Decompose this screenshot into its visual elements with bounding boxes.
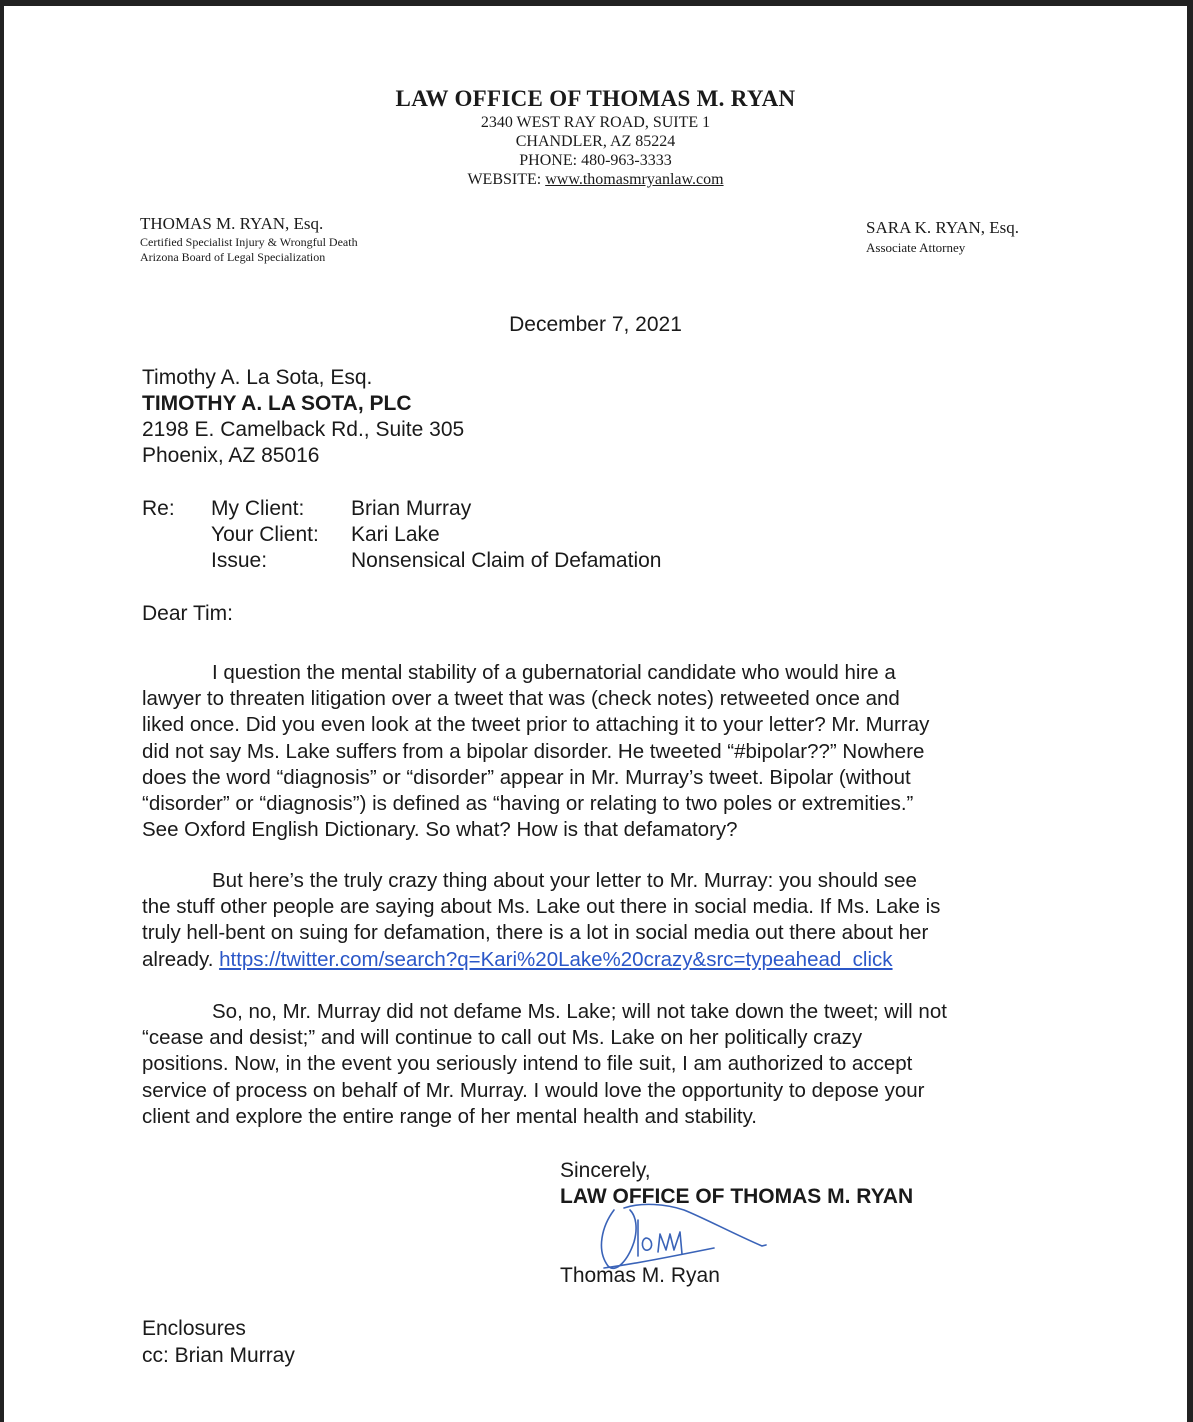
paragraph-line: service of process on behalf of Mr. Murray. I would love the opportunity to depose your xyxy=(142,1078,925,1102)
re-value: Nonsensical Claim of Defamation xyxy=(351,549,662,572)
paragraph-line: did not say Ms. Lake suffers from a bipolar disorder. He tweeted “#bipolar??” Nowhere xyxy=(142,739,925,763)
website-link[interactable]: www.thomasmryanlaw.com xyxy=(545,171,724,188)
re-key: My Client: xyxy=(211,497,305,520)
paragraph-line: “cease and desist;” and will continue to call out Ms. Lake on her politically crazy xyxy=(142,1026,863,1050)
attorney-right-name: SARA K. RYAN, Esq. xyxy=(866,218,1020,237)
salutation: Dear Tim: xyxy=(142,602,234,625)
letterhead-website xyxy=(4,170,1187,189)
paragraph-line: truly hell-bent on suing for defamation, there is a lot in social media out there about her xyxy=(142,921,929,945)
attorney-left-cert: Certified Specialist Injury & Wrongful Death xyxy=(140,235,358,249)
re-value: Brian Murray xyxy=(351,497,472,520)
letter-page xyxy=(4,6,1187,1422)
paragraph-line: I question the mental stability of a gubernatorial candidate who would hire a xyxy=(212,661,896,684)
cc-line: cc: Brian Murray xyxy=(142,1344,295,1367)
letterhead-address-line2: CHANDLER, AZ 85224 xyxy=(515,133,676,150)
enclosures-label: Enclosures xyxy=(142,1317,246,1340)
attorney-right-title: Associate Attorney xyxy=(866,240,966,255)
body-paragraph-1 xyxy=(142,660,929,843)
valediction: Sincerely, xyxy=(560,1159,651,1182)
paragraph-text: already. xyxy=(142,947,220,971)
enclosures-block xyxy=(142,1315,295,1369)
paragraph-line: liked once. Did you even look at the tweet prior to attaching it to your letter? Mr. Murray xyxy=(142,713,930,737)
re-key: Your Client: xyxy=(211,523,319,546)
addressee-block xyxy=(142,365,464,469)
letterhead-address-line1: 2340 WEST RAY ROAD, SUITE 1 xyxy=(480,114,711,131)
website-label: WEBSITE: xyxy=(467,171,546,188)
signer-name: Thomas M. Ryan xyxy=(560,1264,720,1287)
paragraph-line: But here’s the truly crazy thing about your letter to Mr. Murray: you should see xyxy=(212,869,917,892)
addressee-name: Timothy A. La Sota, Esq. xyxy=(142,366,373,389)
re-label: Re: xyxy=(142,497,175,520)
paragraph-line: “disorder” or “diagnosis”) is defined as “having or relating to two poles or extremities.” xyxy=(142,792,914,816)
paragraph-line-last xyxy=(142,947,940,973)
addressee-firm: TIMOTHY A. LA SOTA, PLC xyxy=(142,392,412,415)
attorney-left xyxy=(140,213,358,265)
addressee-city: Phoenix, AZ 85016 xyxy=(142,444,320,467)
re-value: Kari Lake xyxy=(351,523,440,546)
paragraph-line: does the word “diagnosis” or “disorder” appear in Mr. Murray’s tweet. Bipolar (without xyxy=(142,765,911,789)
attorney-left-name: THOMAS M. RYAN, Esq. xyxy=(140,214,324,233)
re-keys xyxy=(211,496,319,574)
body-paragraph-3 xyxy=(142,999,947,1130)
letterhead-firm-name: LAW OFFICE OF THOMAS M. RYAN xyxy=(395,86,796,111)
paragraph-line: positions. Now, in the event you seriously intend to file suit, I am authorized to accept xyxy=(142,1052,913,1076)
letter-date: December 7, 2021 xyxy=(509,313,682,336)
paragraph-line: the stuff other people are saying about Ms. Lake out there in social media. If Ms. Lake is xyxy=(142,895,941,919)
paragraph-line: So, no, Mr. Murray did not defame Ms. Lake; will not take down the tweet; will not xyxy=(212,1000,947,1023)
paragraph-line: lawyer to threaten litigation over a tweet that was (check notes) retweeted once and xyxy=(142,687,900,711)
attorney-right xyxy=(866,217,1019,256)
twitter-search-link[interactable]: https://twitter.com/search?q=Kari%20Lake%20crazy&src=typeahead_click xyxy=(219,947,893,971)
paragraph-line: See Oxford English Dictionary. So what? How is that defamatory? xyxy=(142,818,738,842)
attorney-left-board: Arizona Board of Legal Specialization xyxy=(140,250,326,264)
body-paragraph-2 xyxy=(142,868,940,973)
addressee-street: 2198 E. Camelback Rd., Suite 305 xyxy=(142,418,465,441)
paragraph-line: client and explore the entire range of her mental health and stability. xyxy=(142,1104,757,1128)
re-key: Issue: xyxy=(211,549,268,572)
closing-firm: LAW OFFICE OF THOMAS M. RYAN xyxy=(560,1185,914,1208)
re-values xyxy=(351,496,661,574)
letterhead-phone: PHONE: 480-963-3333 xyxy=(519,152,672,169)
